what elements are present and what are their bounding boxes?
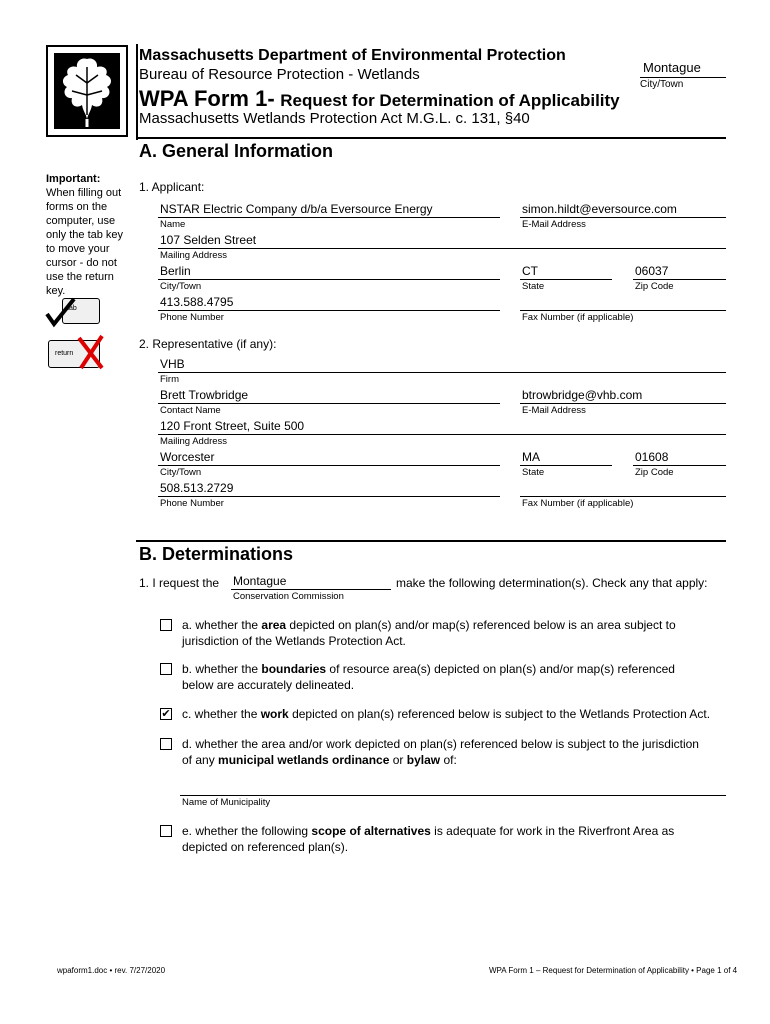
option-b-pre: b. whether the xyxy=(182,662,262,676)
option-e-pre: e. whether the following xyxy=(182,824,312,838)
option-b-checkbox[interactable] xyxy=(160,663,172,675)
option-a-checkbox[interactable] xyxy=(160,619,172,631)
applicant-email-caption: E-Mail Address xyxy=(522,219,586,230)
applicant-state-underline xyxy=(520,279,612,280)
footer-left: wpaform1.doc • rev. 7/27/2020 xyxy=(57,966,166,975)
option-e-bold: scope of alternatives xyxy=(311,824,431,838)
applicant-state-caption: State xyxy=(522,281,545,292)
rep-fax-underline[interactable] xyxy=(520,496,726,497)
return-key-label: return xyxy=(55,350,74,357)
option-c-text xyxy=(182,706,742,722)
rep-contact-underline xyxy=(158,403,500,404)
option-e-text xyxy=(182,823,728,855)
massdep-oak-leaf-logo xyxy=(46,45,128,137)
rep-contact-caption: Contact Name xyxy=(160,405,221,416)
option-d-pre: d. whether the area and/or work depicted on plan(s) referenced below is subject to the jurisdiction xyxy=(182,737,699,751)
footer-right: WPA Form 1 – Request for Determination of Applicability • Page 1 of 4 xyxy=(489,966,738,975)
rep-email-caption: E-Mail Address xyxy=(522,405,586,416)
option-d-ordinance: municipal wetlands ordinance xyxy=(218,753,390,767)
rep-contact-field[interactable]: Brett Trowbridge xyxy=(160,388,249,402)
option-c-checkbox[interactable] xyxy=(160,708,172,720)
applicant-phone-field[interactable]: 413.588.4795 xyxy=(160,295,234,309)
important-text: When filling out forms on the computer, use only the tab key to move your cursor - do not use the return key. xyxy=(46,187,124,297)
option-a-line2: jurisdiction of the Wetlands Protection Act. xyxy=(182,634,406,648)
applicant-phone-underline xyxy=(158,310,500,311)
rep-address-field[interactable]: 120 Front Street, Suite 500 xyxy=(160,419,305,433)
commission-underline xyxy=(231,589,391,590)
applicant-email-field[interactable]: simon.hildt@eversource.com xyxy=(522,202,677,216)
rep-phone-field[interactable]: 508.513.2729 xyxy=(160,481,234,495)
rep-firm-caption: Firm xyxy=(160,374,179,385)
rep-phone-caption: Phone Number xyxy=(160,498,224,509)
applicant-city-underline xyxy=(158,279,500,280)
city-town-underline xyxy=(640,77,726,78)
rep-state-caption: State xyxy=(522,467,545,478)
rep-city-underline xyxy=(158,465,500,466)
rep-state-underline xyxy=(520,465,612,466)
option-d-text xyxy=(182,736,742,768)
applicant-phone-caption: Phone Number xyxy=(160,312,224,323)
checkmark-icon: ✔ xyxy=(161,707,171,720)
option-b-bold: boundaries xyxy=(261,662,327,676)
option-a-bold: area xyxy=(261,618,287,632)
applicant-city-field[interactable]: Berlin xyxy=(160,264,191,278)
applicant-zip-caption: Zip Code xyxy=(635,281,674,292)
applicant-fax-underline[interactable] xyxy=(520,310,726,311)
rep-state-field[interactable]: MA xyxy=(522,450,540,464)
applicant-name-caption: Name xyxy=(160,219,186,230)
form-code: WPA Form 1- xyxy=(139,86,275,111)
option-c-bold: work xyxy=(260,707,289,721)
option-d-line2-mid: or xyxy=(389,753,407,767)
applicant-zip-field[interactable]: 06037 xyxy=(635,264,669,278)
representative-label: 2. Representative (if any): xyxy=(139,337,277,351)
applicant-name-underline xyxy=(158,217,500,218)
city-town-caption: City/Town xyxy=(640,79,684,90)
option-a-post: depicted on plan(s) and/or map(s) referenced below is an area subject to xyxy=(286,618,676,632)
rep-email-underline xyxy=(520,403,726,404)
rep-firm-underline xyxy=(158,372,726,373)
municipality-caption: Name of Municipality xyxy=(182,797,271,808)
applicant-address-caption: Mailing Address xyxy=(160,250,228,261)
rep-email-field[interactable]: btrowbridge@vhb.com xyxy=(522,388,643,402)
option-c-post: depicted on plan(s) referenced below is subject to the Wetlands Protection Act. xyxy=(288,707,711,721)
section-a-title: A. General Information xyxy=(139,141,334,161)
important-title: Important: xyxy=(46,173,101,185)
option-e-checkbox[interactable] xyxy=(160,825,172,837)
header-divider xyxy=(136,44,138,140)
option-b-line2: below are accurately delineated. xyxy=(182,678,355,692)
commission-field[interactable]: Montague xyxy=(233,574,287,588)
applicant-fax-caption: Fax Number (if applicable) xyxy=(522,312,634,323)
rep-city-caption: City/Town xyxy=(160,467,202,478)
rep-address-caption: Mailing Address xyxy=(160,436,228,447)
agency-name: Massachusetts Department of Environmental Protection xyxy=(139,47,566,64)
applicant-label: 1. Applicant: xyxy=(139,180,205,194)
important-note xyxy=(46,172,128,298)
rep-zip-underline xyxy=(633,465,726,466)
applicant-city-caption: City/Town xyxy=(160,281,202,292)
option-e-post: is adequate for work in the Riverfront Area as xyxy=(430,824,675,838)
option-b-post: of resource area(s) depicted on plan(s) and/or map(s) referenced xyxy=(326,662,675,676)
option-a-pre: a. whether the xyxy=(182,618,262,632)
section-b-title: B. Determinations xyxy=(139,544,294,564)
section-b-divider xyxy=(136,540,726,542)
rep-phone-underline xyxy=(158,496,500,497)
form-name: Request for Determination of Applicability xyxy=(280,91,620,110)
commission-caption: Conservation Commission xyxy=(233,591,344,602)
option-d-line2-post: of: xyxy=(440,753,457,767)
tab-key-label: tab xyxy=(67,305,77,312)
request-prefix: 1. I request the xyxy=(139,576,220,590)
municipality-underline[interactable] xyxy=(180,795,726,796)
rep-city-field[interactable]: Worcester xyxy=(160,450,215,464)
rep-fax-caption: Fax Number (if applicable) xyxy=(522,498,634,509)
checkmark-icon xyxy=(44,296,78,330)
option-d-line2-pre: of any xyxy=(182,753,219,767)
oak-leaf-icon xyxy=(54,53,120,129)
applicant-address-field[interactable]: 107 Selden Street xyxy=(160,233,257,247)
bureau-name: Bureau of Resource Protection - Wetlands xyxy=(139,66,420,83)
rep-address-underline xyxy=(158,434,726,435)
option-d-checkbox[interactable] xyxy=(160,738,172,750)
rep-zip-field[interactable]: 01608 xyxy=(635,450,669,464)
rep-zip-caption: Zip Code xyxy=(635,467,674,478)
option-d-bylaw: bylaw xyxy=(406,753,441,767)
act-reference: Massachusetts Wetlands Protection Act M.G.L. c. 131, §40 xyxy=(139,110,530,127)
form-title xyxy=(139,86,620,112)
option-c-pre: c. whether the xyxy=(182,707,261,721)
applicant-email-underline xyxy=(520,217,726,218)
request-suffix: make the following determination(s). Check any that apply: xyxy=(396,576,708,590)
city-town-field[interactable]: Montague xyxy=(643,60,701,75)
red-x-icon xyxy=(74,332,108,372)
option-a-text xyxy=(182,617,728,649)
option-e-line2: depicted on referenced plan(s). xyxy=(182,840,349,854)
option-b-text xyxy=(182,661,728,693)
section-a-divider xyxy=(136,137,726,139)
applicant-name-field[interactable]: NSTAR Electric Company d/b/a Eversource Energy xyxy=(160,202,433,216)
rep-firm-field[interactable]: VHB xyxy=(160,357,185,371)
applicant-zip-underline xyxy=(633,279,726,280)
applicant-address-underline xyxy=(158,248,726,249)
applicant-state-field[interactable]: CT xyxy=(522,264,538,278)
